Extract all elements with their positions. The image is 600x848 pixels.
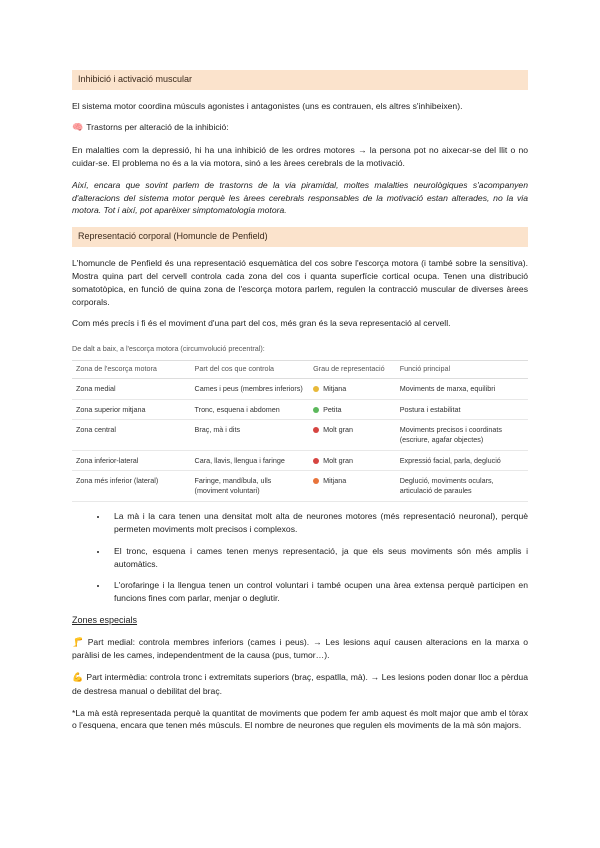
paragraph: Com més precís i fi és el moviment d'una part del cos, més gran és la seva representació al cervell.: [72, 318, 451, 329]
paragraph-intermediate: 💪 Part intermèdia: controla tronc i extremitats superiors (braç, espatlla, mà). → Les lesions poden donar lloc a pèrdua de destresa manual o debilitat del braç.: [72, 672, 528, 696]
cell-body-part: Cames i peus (membres inferiors): [191, 378, 310, 399]
status-dot-icon: [313, 458, 319, 464]
paragraph: L'homuncle de Penfield és una representació esquemàtica del cos sobre l'escorça motora (i també sobre la sensitiva). Mostra quina part del cervell controla cada zona del cos i quanta superfície cortical ocupa. Tenen una distribució somatotòpica, en funció de quina zona de l'escorça motora parlem, regulen la contracció muscular de diverses àrees corporals.: [72, 257, 528, 307]
cell-grade: Molt gran: [309, 420, 396, 450]
special-zones-title: Zones especials: [72, 615, 138, 626]
cell-grade: Mitjana: [309, 471, 396, 501]
paragraph-footnote: *La mà està representada perquè la quantitat de moviments que podem fer amb aquest és molt major que amb el tòrax o l'esquena, encara que tenen més músculs. El nombre de neurones que regulen els moviments de la mà són majors.: [72, 707, 528, 731]
leg-icon: 🦵: [72, 636, 85, 647]
arm-icon: 💪: [72, 672, 84, 683]
status-dot-icon: [313, 407, 319, 413]
cell-grade: Molt gran: [309, 450, 396, 471]
column-header: Part del cos que controla: [191, 361, 310, 379]
cell-function: Deglució, moviments oculars, articulació de paraules: [396, 471, 528, 501]
section-header-inhibition: Inhibició i activació muscular: [72, 70, 528, 90]
cell-function: Postura i estabilitat: [396, 399, 528, 420]
column-header: Grau de representació: [309, 361, 396, 379]
column-header: Zona de l'escorça motora: [72, 361, 191, 379]
cell-zone: Zona medial: [72, 378, 191, 399]
cell-zone: Zona central: [72, 420, 191, 450]
paragraph-italic: Així, encara que sovint parlem de trastorns de la via piramidal, moltes malalties neurològiques s'acompanyen d'alteracions del sistema motor perquè les àrees cerebrals responsables de la motivació estan alterades, no la via motora. Tot i així, pot aparèixer simptomatologia motora.: [72, 179, 528, 216]
cell-zone: Zona més inferior (lateral): [72, 471, 191, 501]
cell-zone: Zona superior mitjana: [72, 399, 191, 420]
table-caption: De dalt a baix, a l'escorça motora (circumvolució precentral):: [72, 344, 265, 354]
status-dot-icon: [313, 427, 319, 433]
homunculus-table: [72, 360, 528, 502]
cell-function: Expressió facial, parla, deglució: [396, 450, 528, 471]
cell-body-part: Braç, mà i dits: [191, 420, 310, 450]
paragraph-medial: 🦵 Part medial: controla membres inferiors (cames i peus). → Les lesions aquí causen alteracions en la marxa o paràlisi de les cames, independentment de la causa (pus, tumor…).: [72, 636, 528, 661]
list-item: • La mà i la cara tenen una densitat molt alta de neurones motores (més representació neuronal), perquè permeten moviments molt precisos i complexos.: [108, 510, 528, 536]
column-header: Funció principal: [396, 361, 528, 379]
cell-function: Moviments precisos i coordinats (escriure, agafar objectes): [396, 420, 528, 450]
table-header-row: [72, 361, 528, 379]
cell-zone: Zona inferior-lateral: [72, 450, 191, 471]
table-row: [72, 471, 528, 501]
bullet-list: [72, 510, 528, 605]
cell-body-part: Tronc, esquena i abdomen: [191, 399, 310, 420]
cell-grade: Petita: [309, 399, 396, 420]
cell-grade: Mitjana: [309, 378, 396, 399]
cell-function: Moviments de marxa, equilibri: [396, 378, 528, 399]
table-row: [72, 420, 528, 450]
document-content: [72, 70, 528, 741]
cell-body-part: Faringe, mandíbula, ulls (moviment voluntari): [191, 471, 310, 501]
table-row: [72, 378, 528, 399]
paragraph: En malalties com la depressió, hi ha una inhibició de les ordres motores → la persona pot no aixecar-se del llit o no cuidar-se. El problema no és a la via motora, sinó a les àrees cerebrals de la motivació.: [72, 144, 528, 168]
section-header-homunculus: Representació corporal (Homuncle de Penfield): [72, 227, 528, 247]
paragraph: El sistema motor coordina músculs agonistes i antagonistes (uns es contrauen, els altres s'inhibeixen).: [72, 100, 463, 111]
table-row: [72, 450, 528, 471]
list-item: • L'orofaringe i la llengua tenen un control voluntari i també ocupen una àrea extensa perquè participen en funcions fines com parlar, menjar o deglutir.: [108, 579, 528, 605]
list-item: • El tronc, esquena i cames tenen menys representació, ja que els seus moviments són més amplis i automàtics.: [108, 545, 528, 571]
paragraph-disorders-heading: 🧠 Trastorns per alteració de la inhibició:: [72, 122, 229, 133]
brain-icon: 🧠: [72, 122, 84, 133]
status-dot-icon: [313, 478, 319, 484]
status-dot-icon: [313, 386, 319, 392]
table-row: [72, 399, 528, 420]
cell-body-part: Cara, llavis, llengua i faringe: [191, 450, 310, 471]
